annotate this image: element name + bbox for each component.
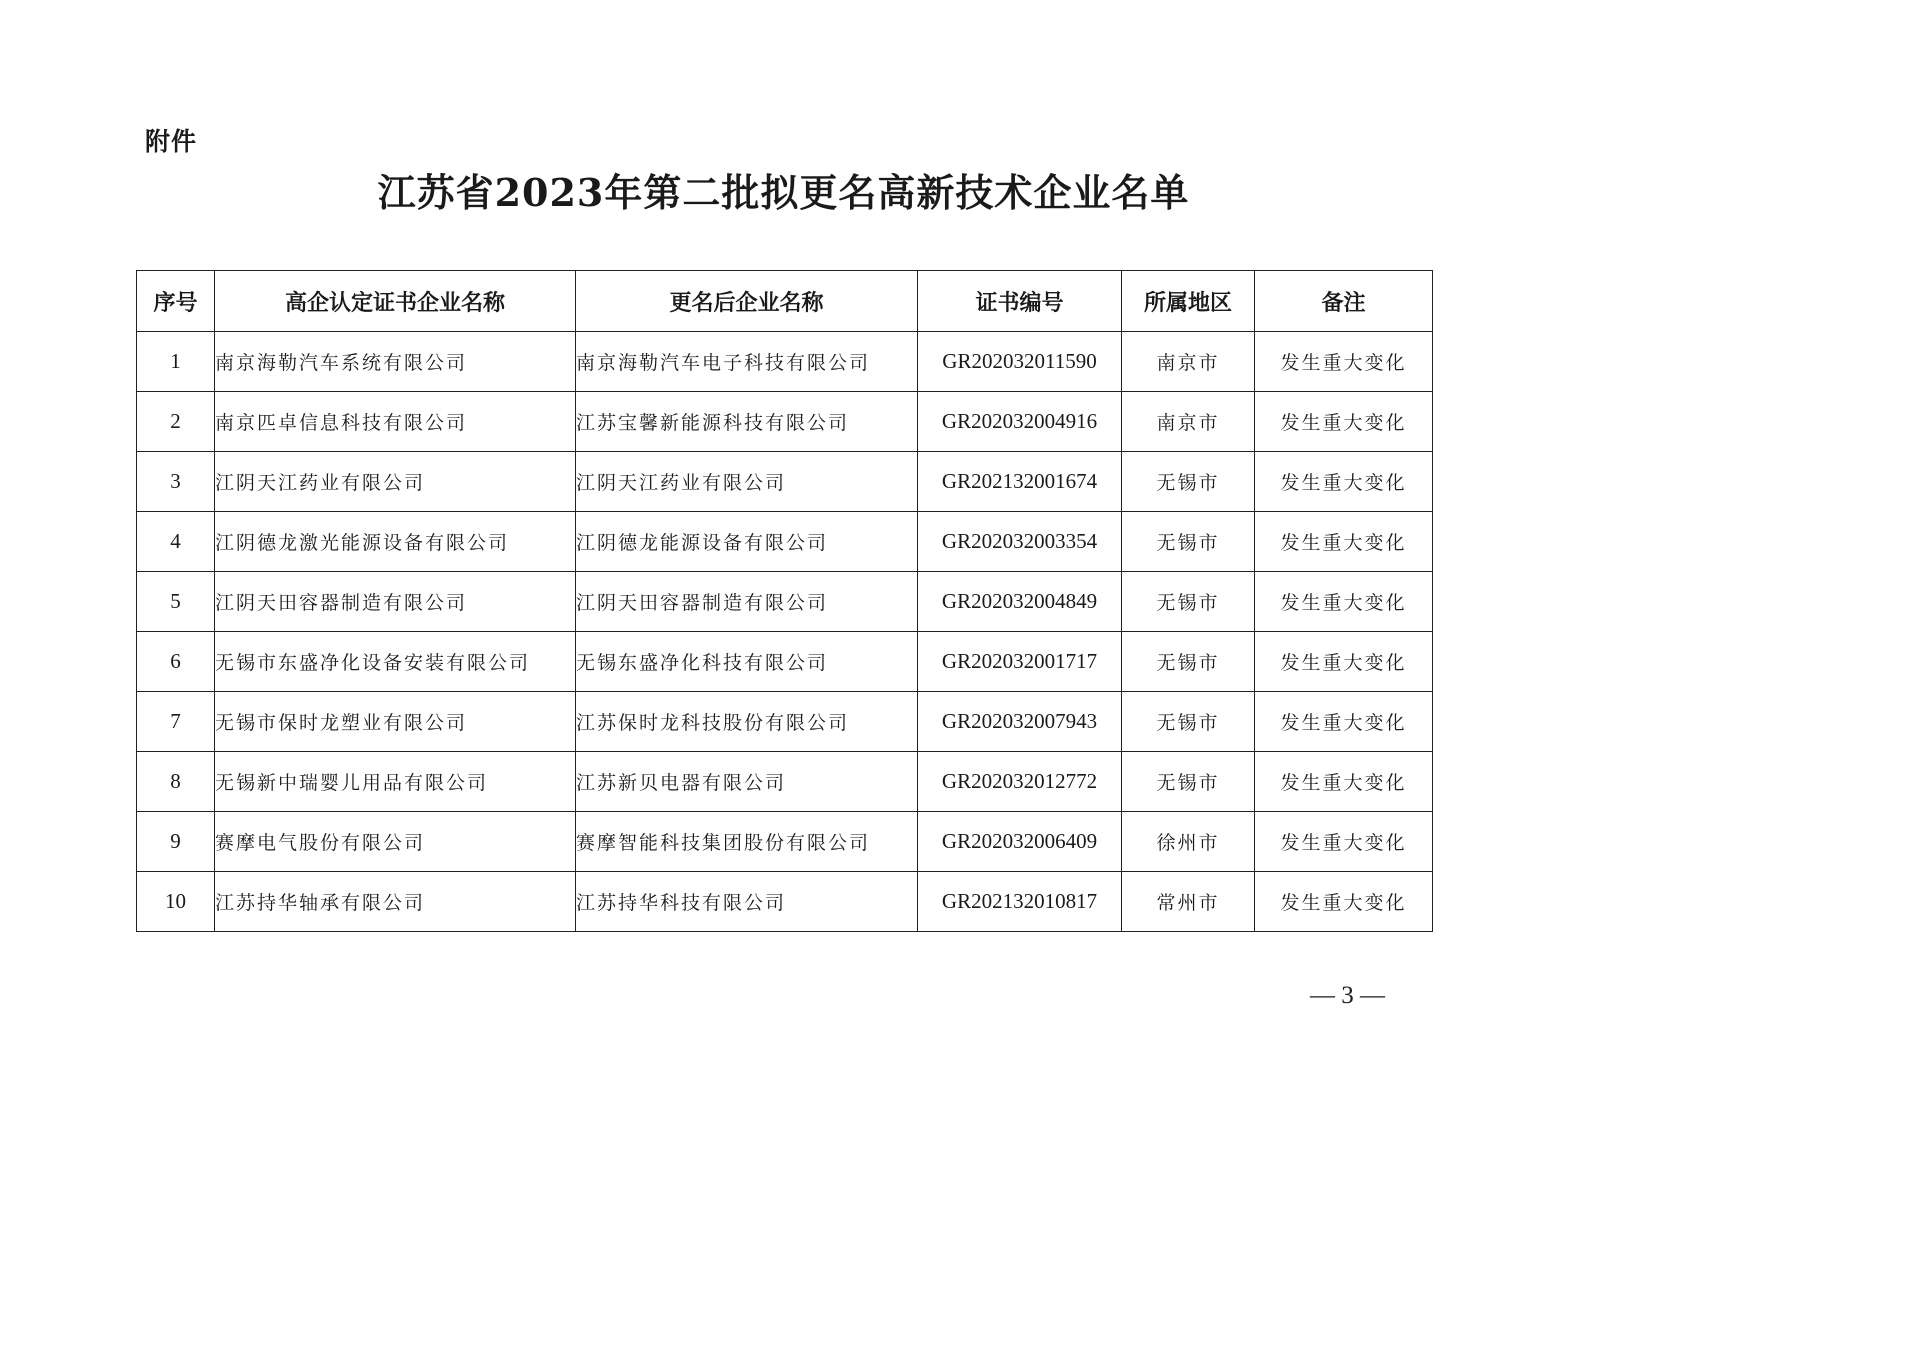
cell-new-company-name: 江阴天田容器制造有限公司: [576, 572, 918, 632]
cell-serial-no: 5: [137, 572, 215, 632]
cell-remark: 发生重大变化: [1255, 452, 1433, 512]
cell-new-company-name: 江苏保时龙科技股份有限公司: [576, 692, 918, 752]
cell-remark: 发生重大变化: [1255, 512, 1433, 572]
cell-serial-no: 9: [137, 812, 215, 872]
cell-remark: 发生重大变化: [1255, 812, 1433, 872]
cell-remark: 发生重大变化: [1255, 872, 1433, 932]
cell-new-company-name: 江苏宝馨新能源科技有限公司: [576, 392, 918, 452]
cell-new-company-name: 江苏新贝电器有限公司: [576, 752, 918, 812]
cell-serial-no: 2: [137, 392, 215, 452]
table-row: [137, 752, 1433, 812]
table-row: [137, 692, 1433, 752]
cell-certificate-number: GR202032006409: [918, 812, 1122, 872]
cell-old-company-name: 赛摩电气股份有限公司: [215, 812, 576, 872]
table-header-row: [137, 271, 1433, 332]
cell-old-company-name: 江苏持华轴承有限公司: [215, 872, 576, 932]
page-number: — 3 —: [1310, 982, 1385, 1009]
cell-remark: 发生重大变化: [1255, 692, 1433, 752]
cell-serial-no: 10: [137, 872, 215, 932]
cell-serial-no: 6: [137, 632, 215, 692]
document-title: 江苏省2023年第二批拟更名高新技术企业名单: [377, 170, 1190, 215]
table-row: [137, 332, 1433, 392]
cell-new-company-name: 南京海勒汽车电子科技有限公司: [576, 332, 918, 392]
cell-old-company-name: 无锡新中瑞婴儿用品有限公司: [215, 752, 576, 812]
cell-remark: 发生重大变化: [1255, 332, 1433, 392]
cell-region: 无锡市: [1122, 692, 1255, 752]
cell-old-company-name: 江阴天江药业有限公司: [215, 452, 576, 512]
header-remark: 备注: [1255, 271, 1433, 332]
cell-certificate-number: GR202032012772: [918, 752, 1122, 812]
cell-region: 无锡市: [1122, 452, 1255, 512]
cell-new-company-name: 无锡东盛净化科技有限公司: [576, 632, 918, 692]
cell-certificate-number: GR202032011590: [918, 332, 1122, 392]
cell-region: 南京市: [1122, 332, 1255, 392]
header-region: 所属地区: [1122, 271, 1255, 332]
cell-old-company-name: 无锡市东盛净化设备安装有限公司: [215, 632, 576, 692]
cell-old-company-name: 无锡市保时龙塑业有限公司: [215, 692, 576, 752]
cell-serial-no: 8: [137, 752, 215, 812]
header-certified-company-name: 高企认定证书企业名称: [215, 271, 576, 332]
cell-remark: 发生重大变化: [1255, 572, 1433, 632]
cell-certificate-number: GR202032003354: [918, 512, 1122, 572]
cell-serial-no: 3: [137, 452, 215, 512]
cell-region: 无锡市: [1122, 572, 1255, 632]
cell-new-company-name: 赛摩智能科技集团股份有限公司: [576, 812, 918, 872]
cell-serial-no: 7: [137, 692, 215, 752]
cell-old-company-name: 南京匹卓信息科技有限公司: [215, 392, 576, 452]
table-row: [137, 572, 1433, 632]
attachment-label: 附件: [145, 127, 198, 156]
header-renamed-company-name: 更名后企业名称: [576, 271, 918, 332]
cell-region: 南京市: [1122, 392, 1255, 452]
cell-certificate-number: GR202132001674: [918, 452, 1122, 512]
cell-certificate-number: GR202032001717: [918, 632, 1122, 692]
cell-old-company-name: 江阴德龙激光能源设备有限公司: [215, 512, 576, 572]
cell-new-company-name: 江阴天江药业有限公司: [576, 452, 918, 512]
cell-old-company-name: 江阴天田容器制造有限公司: [215, 572, 576, 632]
table-row: [137, 872, 1433, 932]
header-serial-no: 序号: [137, 271, 215, 332]
cell-old-company-name: 南京海勒汽车系统有限公司: [215, 332, 576, 392]
company-rename-table: [136, 270, 1433, 932]
table-row: [137, 632, 1433, 692]
cell-certificate-number: GR202032004916: [918, 392, 1122, 452]
cell-remark: 发生重大变化: [1255, 632, 1433, 692]
table-row: [137, 392, 1433, 452]
cell-region: 无锡市: [1122, 632, 1255, 692]
cell-certificate-number: GR202032004849: [918, 572, 1122, 632]
cell-serial-no: 1: [137, 332, 215, 392]
cell-region: 无锡市: [1122, 752, 1255, 812]
cell-region: 常州市: [1122, 872, 1255, 932]
cell-region: 无锡市: [1122, 512, 1255, 572]
cell-new-company-name: 江苏持华科技有限公司: [576, 872, 918, 932]
cell-certificate-number: GR202132010817: [918, 872, 1122, 932]
cell-certificate-number: GR202032007943: [918, 692, 1122, 752]
header-certificate-number: 证书编号: [918, 271, 1122, 332]
cell-region: 徐州市: [1122, 812, 1255, 872]
cell-remark: 发生重大变化: [1255, 752, 1433, 812]
table-row: [137, 452, 1433, 512]
table-row: [137, 512, 1433, 572]
table-row: [137, 812, 1433, 872]
cell-new-company-name: 江阴德龙能源设备有限公司: [576, 512, 918, 572]
cell-remark: 发生重大变化: [1255, 392, 1433, 452]
cell-serial-no: 4: [137, 512, 215, 572]
